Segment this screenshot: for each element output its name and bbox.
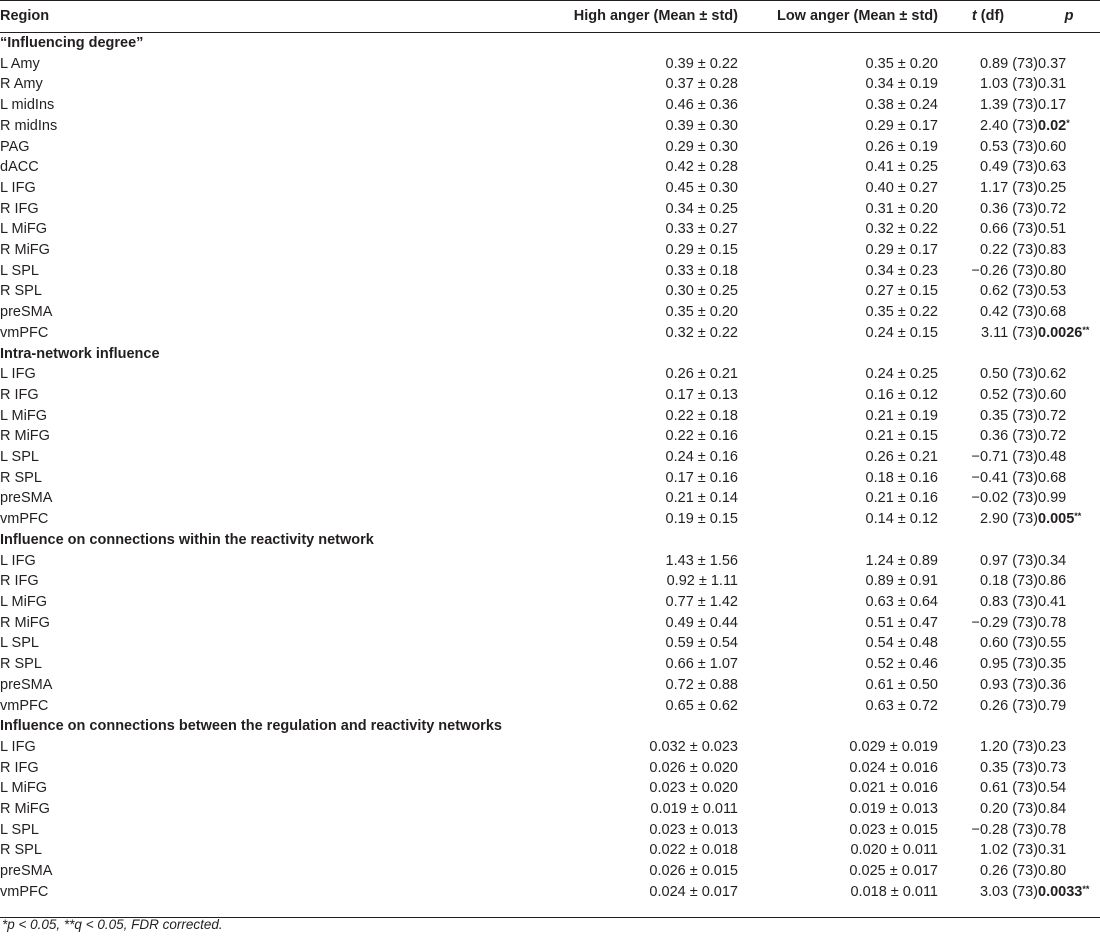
cell-low-anger: 0.14 ± 0.12 bbox=[865, 511, 938, 528]
section-row bbox=[0, 33, 1100, 54]
cell-high-anger: 0.032 ± 0.023 bbox=[649, 738, 738, 755]
cell-p-value bbox=[1038, 861, 1100, 882]
significance-marker: ** bbox=[1082, 883, 1090, 894]
cell-t-value: 0.42 (73) bbox=[979, 304, 1038, 321]
cell-region: PAG bbox=[0, 138, 30, 155]
cell-region: L MiFG bbox=[0, 780, 47, 797]
cell-p-value bbox=[1038, 509, 1100, 530]
table-row bbox=[0, 799, 1100, 820]
cell-high-anger: 0.77 ± 1.42 bbox=[665, 593, 738, 610]
p-value-text: 0.62 bbox=[1038, 366, 1067, 383]
p-value-text: 0.17 bbox=[1038, 97, 1067, 114]
cell-t-value: 0.26 (73) bbox=[979, 863, 1038, 880]
section-title: Influence on connections within the reactivity network bbox=[0, 531, 374, 548]
table-row bbox=[0, 426, 1100, 447]
table-row bbox=[0, 281, 1100, 302]
cell-high-anger: 0.26 ± 0.21 bbox=[665, 366, 738, 383]
cell-high-anger: 0.49 ± 0.44 bbox=[665, 614, 738, 631]
cell-low-anger: 1.24 ± 0.89 bbox=[865, 552, 938, 569]
cell-high-anger: 0.72 ± 0.88 bbox=[665, 676, 738, 693]
table-row bbox=[0, 137, 1100, 158]
cell-region: R IFG bbox=[0, 200, 39, 217]
cell-t-value: 0.60 (73) bbox=[979, 635, 1038, 652]
p-value-text: 0.36 bbox=[1038, 676, 1067, 693]
cell-high-anger: 0.024 ± 0.017 bbox=[649, 883, 738, 900]
p-value-text: 0.02 bbox=[1038, 117, 1067, 134]
p-value-text: 0.78 bbox=[1038, 821, 1067, 838]
column-header-region: Region bbox=[0, 1, 505, 33]
cell-low-anger: 0.52 ± 0.46 bbox=[865, 656, 938, 673]
cell-region: L SPL bbox=[0, 262, 39, 279]
table-row bbox=[0, 696, 1100, 717]
cell-region: R MiFG bbox=[0, 242, 50, 259]
cell-t-value: −0.28 (73) bbox=[971, 821, 1038, 838]
cell-region: vmPFC bbox=[0, 697, 49, 714]
cell-region: R MiFG bbox=[0, 428, 50, 445]
cell-low-anger: 0.26 ± 0.21 bbox=[865, 449, 938, 466]
significance-marker: ** bbox=[1082, 324, 1090, 335]
table-row bbox=[0, 509, 1100, 530]
cell-high-anger: 0.65 ± 0.62 bbox=[665, 697, 738, 714]
cell-low-anger: 0.63 ± 0.64 bbox=[865, 593, 938, 610]
cell-t-value: 0.53 (73) bbox=[979, 138, 1038, 155]
cell-p-value bbox=[1038, 447, 1100, 468]
cell-region: R IFG bbox=[0, 573, 39, 590]
cell-t-value: 0.52 (73) bbox=[979, 386, 1038, 403]
cell-t-value: 1.39 (73) bbox=[979, 97, 1038, 114]
p-value-text: 0.63 bbox=[1038, 159, 1067, 176]
cell-p-value bbox=[1038, 323, 1100, 344]
cell-p-value bbox=[1038, 406, 1100, 427]
cell-low-anger: 0.24 ± 0.25 bbox=[865, 366, 938, 383]
cell-low-anger: 0.029 ± 0.019 bbox=[849, 738, 938, 755]
column-header-t bbox=[938, 1, 1038, 33]
cell-low-anger: 0.34 ± 0.23 bbox=[865, 262, 938, 279]
cell-low-anger: 0.32 ± 0.22 bbox=[865, 221, 938, 238]
cell-t-value: 3.11 (73) bbox=[981, 324, 1038, 341]
cell-p-value bbox=[1038, 592, 1100, 613]
cell-low-anger: 0.41 ± 0.25 bbox=[865, 159, 938, 176]
section-title: Intra-network influence bbox=[0, 345, 160, 362]
cell-low-anger: 0.29 ± 0.17 bbox=[865, 117, 938, 134]
cell-region: preSMA bbox=[0, 490, 53, 507]
cell-low-anger: 0.26 ± 0.19 bbox=[865, 138, 938, 155]
table-row bbox=[0, 737, 1100, 758]
cell-t-value: 0.97 (73) bbox=[979, 552, 1038, 569]
table-row bbox=[0, 551, 1100, 572]
cell-region: R SPL bbox=[0, 469, 42, 486]
p-value-text: 0.35 bbox=[1038, 656, 1067, 673]
significance-marker: ** bbox=[1074, 511, 1082, 522]
cell-region: R SPL bbox=[0, 842, 42, 859]
cell-p-value bbox=[1038, 385, 1100, 406]
cell-low-anger: 0.018 ± 0.011 bbox=[850, 883, 938, 900]
table-row bbox=[0, 178, 1100, 199]
section-row bbox=[0, 344, 1100, 365]
cell-high-anger: 0.46 ± 0.36 bbox=[665, 97, 738, 114]
cell-region: L SPL bbox=[0, 635, 39, 652]
cell-low-anger: 0.40 ± 0.27 bbox=[865, 179, 938, 196]
cell-region: preSMA bbox=[0, 676, 53, 693]
p-value-text: 0.99 bbox=[1038, 490, 1067, 507]
cell-t-value: 0.26 (73) bbox=[979, 697, 1038, 714]
cell-p-value bbox=[1038, 468, 1100, 489]
cell-low-anger: 0.023 ± 0.015 bbox=[849, 821, 938, 838]
p-value-text: 0.54 bbox=[1038, 780, 1067, 797]
cell-region: R SPL bbox=[0, 283, 42, 300]
cell-region: preSMA bbox=[0, 304, 53, 321]
cell-low-anger: 0.31 ± 0.20 bbox=[865, 200, 938, 217]
cell-high-anger: 0.39 ± 0.22 bbox=[665, 55, 738, 72]
table-row bbox=[0, 840, 1100, 861]
p-value-text: 0.34 bbox=[1038, 552, 1067, 569]
cell-high-anger: 0.39 ± 0.30 bbox=[665, 117, 738, 134]
cell-region: vmPFC bbox=[0, 324, 49, 341]
table-row bbox=[0, 592, 1100, 613]
cell-high-anger: 0.45 ± 0.30 bbox=[665, 179, 738, 196]
cell-low-anger: 0.21 ± 0.15 bbox=[865, 428, 938, 445]
cell-p-value bbox=[1038, 758, 1100, 779]
cell-t-value: 2.90 (73) bbox=[979, 511, 1038, 528]
cell-p-value bbox=[1038, 571, 1100, 592]
cell-high-anger: 0.42 ± 0.28 bbox=[665, 159, 738, 176]
cell-region: L midIns bbox=[0, 97, 55, 114]
p-value-text: 0.80 bbox=[1038, 262, 1067, 279]
cell-t-value: 0.93 (73) bbox=[979, 676, 1038, 693]
table-row bbox=[0, 778, 1100, 799]
cell-t-value: 1.20 (73) bbox=[979, 738, 1038, 755]
table-row bbox=[0, 406, 1100, 427]
cell-t-value: 0.62 (73) bbox=[979, 283, 1038, 300]
cell-p-value bbox=[1038, 54, 1100, 75]
cell-p-value bbox=[1038, 302, 1100, 323]
table-row bbox=[0, 758, 1100, 779]
column-header-t-suffix: (df) bbox=[976, 8, 1005, 24]
cell-low-anger: 0.025 ± 0.017 bbox=[849, 863, 938, 880]
cell-high-anger: 0.29 ± 0.30 bbox=[665, 138, 738, 155]
p-value-text: 0.60 bbox=[1038, 138, 1067, 155]
cell-high-anger: 0.19 ± 0.15 bbox=[665, 511, 738, 528]
cell-high-anger: 0.026 ± 0.020 bbox=[649, 759, 738, 776]
cell-p-value bbox=[1038, 219, 1100, 240]
cell-region: vmPFC bbox=[0, 511, 49, 528]
cell-low-anger: 0.63 ± 0.72 bbox=[865, 697, 938, 714]
cell-p-value bbox=[1038, 240, 1100, 261]
table-row bbox=[0, 675, 1100, 696]
cell-low-anger: 0.16 ± 0.12 bbox=[865, 386, 938, 403]
cell-high-anger: 0.17 ± 0.16 bbox=[665, 469, 738, 486]
cell-t-value: 0.95 (73) bbox=[979, 656, 1038, 673]
cell-region: L SPL bbox=[0, 821, 39, 838]
p-value-text: 0.83 bbox=[1038, 242, 1067, 259]
cell-high-anger: 0.92 ± 1.11 bbox=[666, 573, 738, 590]
p-value-text: 0.53 bbox=[1038, 283, 1067, 300]
cell-low-anger: 0.34 ± 0.19 bbox=[865, 76, 938, 93]
p-value-text: 0.86 bbox=[1038, 573, 1067, 590]
cell-p-value bbox=[1038, 613, 1100, 634]
table-row bbox=[0, 468, 1100, 489]
cell-high-anger: 0.019 ± 0.011 bbox=[650, 801, 738, 818]
table-row bbox=[0, 219, 1100, 240]
cell-t-value: 0.36 (73) bbox=[979, 428, 1038, 445]
table-row bbox=[0, 323, 1100, 344]
cell-high-anger: 0.37 ± 0.28 bbox=[665, 76, 738, 93]
cell-p-value bbox=[1038, 799, 1100, 820]
p-value-text: 0.005 bbox=[1038, 511, 1075, 528]
cell-p-value bbox=[1038, 281, 1100, 302]
p-value-text: 0.37 bbox=[1038, 55, 1067, 72]
cell-region: R MiFG bbox=[0, 614, 50, 631]
cell-low-anger: 0.27 ± 0.15 bbox=[865, 283, 938, 300]
cell-p-value bbox=[1038, 199, 1100, 220]
table-row bbox=[0, 654, 1100, 675]
p-value-text: 0.48 bbox=[1038, 449, 1067, 466]
p-value-text: 0.68 bbox=[1038, 304, 1067, 321]
cell-high-anger: 0.33 ± 0.27 bbox=[665, 221, 738, 238]
cell-high-anger: 0.17 ± 0.13 bbox=[665, 386, 738, 403]
section-row bbox=[0, 530, 1100, 551]
cell-high-anger: 0.35 ± 0.20 bbox=[665, 304, 738, 321]
table-row bbox=[0, 74, 1100, 95]
cell-high-anger: 0.34 ± 0.25 bbox=[665, 200, 738, 217]
cell-p-value bbox=[1038, 778, 1100, 799]
cell-high-anger: 0.66 ± 1.07 bbox=[665, 656, 738, 673]
p-value-text: 0.80 bbox=[1038, 863, 1067, 880]
table-row bbox=[0, 571, 1100, 592]
cell-region: L IFG bbox=[0, 738, 36, 755]
table-footnote: *p < 0.05, **q < 0.05, FDR corrected. bbox=[2, 917, 223, 932]
cell-t-value: −0.02 (73) bbox=[971, 490, 1038, 507]
cell-low-anger: 0.21 ± 0.16 bbox=[865, 490, 938, 507]
cell-region: L MiFG bbox=[0, 407, 47, 424]
cell-p-value bbox=[1038, 116, 1100, 137]
cell-t-value: 1.03 (73) bbox=[979, 76, 1038, 93]
cell-t-value: 1.17 (73) bbox=[979, 179, 1038, 196]
cell-region: R IFG bbox=[0, 386, 39, 403]
table-row bbox=[0, 240, 1100, 261]
cell-region: vmPFC bbox=[0, 883, 49, 900]
cell-low-anger: 0.18 ± 0.16 bbox=[865, 469, 938, 486]
cell-t-value: 0.66 (73) bbox=[979, 221, 1038, 238]
cell-t-value: 0.22 (73) bbox=[979, 242, 1038, 259]
table-row bbox=[0, 54, 1100, 75]
cell-region: R IFG bbox=[0, 759, 39, 776]
cell-low-anger: 0.024 ± 0.016 bbox=[849, 759, 938, 776]
cell-region: L IFG bbox=[0, 366, 36, 383]
cell-p-value bbox=[1038, 364, 1100, 385]
cell-region: L IFG bbox=[0, 179, 36, 196]
section-row bbox=[0, 716, 1100, 737]
cell-high-anger: 1.43 ± 1.56 bbox=[665, 552, 738, 569]
table-row bbox=[0, 447, 1100, 468]
section-title: Influence on connections between the regulation and reactivity networks bbox=[0, 718, 502, 735]
cell-high-anger: 0.22 ± 0.16 bbox=[665, 428, 738, 445]
column-header-low-anger: Low anger (Mean ± std) bbox=[738, 1, 938, 33]
cell-p-value bbox=[1038, 137, 1100, 158]
cell-p-value bbox=[1038, 820, 1100, 841]
cell-region: R MiFG bbox=[0, 801, 50, 818]
cell-t-value: −0.41 (73) bbox=[971, 469, 1038, 486]
cell-p-value bbox=[1038, 426, 1100, 447]
cell-p-value bbox=[1038, 654, 1100, 675]
cell-region: R SPL bbox=[0, 656, 42, 673]
section-title: “Influencing degree” bbox=[0, 35, 144, 51]
p-value-text: 0.23 bbox=[1038, 738, 1067, 755]
cell-region: L SPL bbox=[0, 449, 39, 466]
cell-high-anger: 0.022 ± 0.018 bbox=[649, 842, 738, 859]
table-header bbox=[0, 1, 1100, 33]
cell-p-value bbox=[1038, 633, 1100, 654]
cell-p-value bbox=[1038, 488, 1100, 509]
cell-t-value: 0.36 (73) bbox=[979, 200, 1038, 217]
cell-low-anger: 0.21 ± 0.19 bbox=[865, 407, 938, 424]
cell-high-anger: 0.24 ± 0.16 bbox=[665, 449, 738, 466]
cell-t-value: 0.83 (73) bbox=[979, 593, 1038, 610]
p-value-text: 0.41 bbox=[1038, 593, 1067, 610]
cell-t-value: 0.35 (73) bbox=[979, 759, 1038, 776]
p-value-text: 0.72 bbox=[1038, 428, 1067, 445]
cell-t-value: 0.50 (73) bbox=[979, 366, 1038, 383]
p-value-text: 0.73 bbox=[1038, 759, 1067, 776]
table-row bbox=[0, 882, 1100, 903]
p-value-text: 0.55 bbox=[1038, 635, 1067, 652]
p-value-text: 0.31 bbox=[1038, 76, 1067, 93]
p-value-text: 0.68 bbox=[1038, 469, 1067, 486]
cell-p-value bbox=[1038, 882, 1100, 903]
cell-low-anger: 0.54 ± 0.48 bbox=[865, 635, 938, 652]
cell-region: R Amy bbox=[0, 76, 43, 93]
cell-low-anger: 0.021 ± 0.016 bbox=[849, 780, 938, 797]
cell-region: L MiFG bbox=[0, 221, 47, 238]
cell-t-value: 2.40 (73) bbox=[979, 117, 1038, 134]
table-row bbox=[0, 261, 1100, 282]
column-header-t-symbol: t bbox=[971, 8, 977, 24]
cell-t-value: −0.71 (73) bbox=[971, 449, 1038, 466]
p-value-text: 0.25 bbox=[1038, 179, 1067, 196]
p-value-text: 0.72 bbox=[1038, 200, 1067, 217]
cell-t-value: 1.02 (73) bbox=[979, 842, 1038, 859]
cell-p-value bbox=[1038, 737, 1100, 758]
cell-p-value bbox=[1038, 261, 1100, 282]
table-row bbox=[0, 95, 1100, 116]
table-row bbox=[0, 385, 1100, 406]
p-value-text: 0.79 bbox=[1038, 697, 1067, 714]
cell-low-anger: 0.35 ± 0.22 bbox=[865, 304, 938, 321]
cell-low-anger: 0.020 ± 0.011 bbox=[850, 842, 938, 859]
cell-p-value bbox=[1038, 696, 1100, 717]
cell-t-value: 3.03 (73) bbox=[979, 883, 1038, 900]
cell-p-value bbox=[1038, 74, 1100, 95]
cell-t-value: 0.20 (73) bbox=[979, 801, 1038, 818]
cell-high-anger: 0.21 ± 0.14 bbox=[665, 490, 738, 507]
cell-low-anger: 0.38 ± 0.24 bbox=[865, 97, 938, 114]
p-value-text: 0.60 bbox=[1038, 386, 1067, 403]
cell-region: R midIns bbox=[0, 117, 58, 134]
cell-high-anger: 0.59 ± 0.54 bbox=[665, 635, 738, 652]
cell-high-anger: 0.33 ± 0.18 bbox=[665, 262, 738, 279]
p-value-text: 0.0026 bbox=[1038, 324, 1083, 341]
cell-low-anger: 0.35 ± 0.20 bbox=[865, 55, 938, 72]
table-row bbox=[0, 364, 1100, 385]
cell-low-anger: 0.29 ± 0.17 bbox=[865, 242, 938, 259]
cell-low-anger: 0.24 ± 0.15 bbox=[865, 324, 938, 341]
cell-region: dACC bbox=[0, 159, 39, 176]
cell-p-value bbox=[1038, 157, 1100, 178]
cell-t-value: 0.49 (73) bbox=[979, 159, 1038, 176]
column-header-high-anger: High anger (Mean ± std) bbox=[505, 1, 738, 33]
table-body bbox=[0, 33, 1100, 918]
p-value-text: 0.78 bbox=[1038, 614, 1067, 631]
cell-low-anger: 0.019 ± 0.013 bbox=[849, 801, 938, 818]
p-value-text: 0.31 bbox=[1038, 842, 1067, 859]
cell-t-value: 0.35 (73) bbox=[979, 407, 1038, 424]
table-bottom-rule bbox=[0, 903, 1100, 918]
cell-high-anger: 0.30 ± 0.25 bbox=[665, 283, 738, 300]
cell-p-value bbox=[1038, 675, 1100, 696]
cell-t-value: 0.89 (73) bbox=[979, 55, 1038, 72]
table-row bbox=[0, 199, 1100, 220]
cell-region: L MiFG bbox=[0, 593, 47, 610]
table-row bbox=[0, 302, 1100, 323]
cell-t-value: 0.18 (73) bbox=[979, 573, 1038, 590]
cell-high-anger: 0.023 ± 0.013 bbox=[649, 821, 738, 838]
cell-p-value bbox=[1038, 178, 1100, 199]
cell-low-anger: 0.89 ± 0.91 bbox=[865, 573, 938, 590]
p-value-text: 0.84 bbox=[1038, 801, 1067, 818]
cell-high-anger: 0.22 ± 0.18 bbox=[665, 407, 738, 424]
table-row bbox=[0, 633, 1100, 654]
table-bottom-rule-cell bbox=[0, 903, 1100, 918]
table-row bbox=[0, 613, 1100, 634]
cell-low-anger: 0.51 ± 0.47 bbox=[865, 614, 938, 631]
cell-t-value: −0.26 (73) bbox=[971, 262, 1038, 279]
cell-t-value: −0.29 (73) bbox=[971, 614, 1038, 631]
cell-high-anger: 0.026 ± 0.015 bbox=[649, 863, 738, 880]
cell-region: L Amy bbox=[0, 55, 40, 72]
p-value-text: 0.72 bbox=[1038, 407, 1067, 424]
cell-t-value: 0.61 (73) bbox=[979, 780, 1038, 797]
cell-high-anger: 0.32 ± 0.22 bbox=[665, 324, 738, 341]
cell-p-value bbox=[1038, 840, 1100, 861]
table-row bbox=[0, 488, 1100, 509]
table-row bbox=[0, 116, 1100, 137]
table-row bbox=[0, 861, 1100, 882]
cell-high-anger: 0.023 ± 0.020 bbox=[649, 780, 738, 797]
p-value-text: 0.51 bbox=[1038, 221, 1067, 238]
significance-marker: * bbox=[1066, 117, 1070, 128]
cell-region: L IFG bbox=[0, 552, 36, 569]
p-value-text: 0.0033 bbox=[1038, 883, 1083, 900]
column-header-p: p bbox=[1038, 1, 1100, 33]
cell-region: preSMA bbox=[0, 863, 53, 880]
table-row bbox=[0, 157, 1100, 178]
cell-high-anger: 0.29 ± 0.15 bbox=[665, 242, 738, 259]
cell-p-value bbox=[1038, 551, 1100, 572]
table-row bbox=[0, 820, 1100, 841]
cell-low-anger: 0.61 ± 0.50 bbox=[865, 676, 938, 693]
cell-p-value bbox=[1038, 95, 1100, 116]
